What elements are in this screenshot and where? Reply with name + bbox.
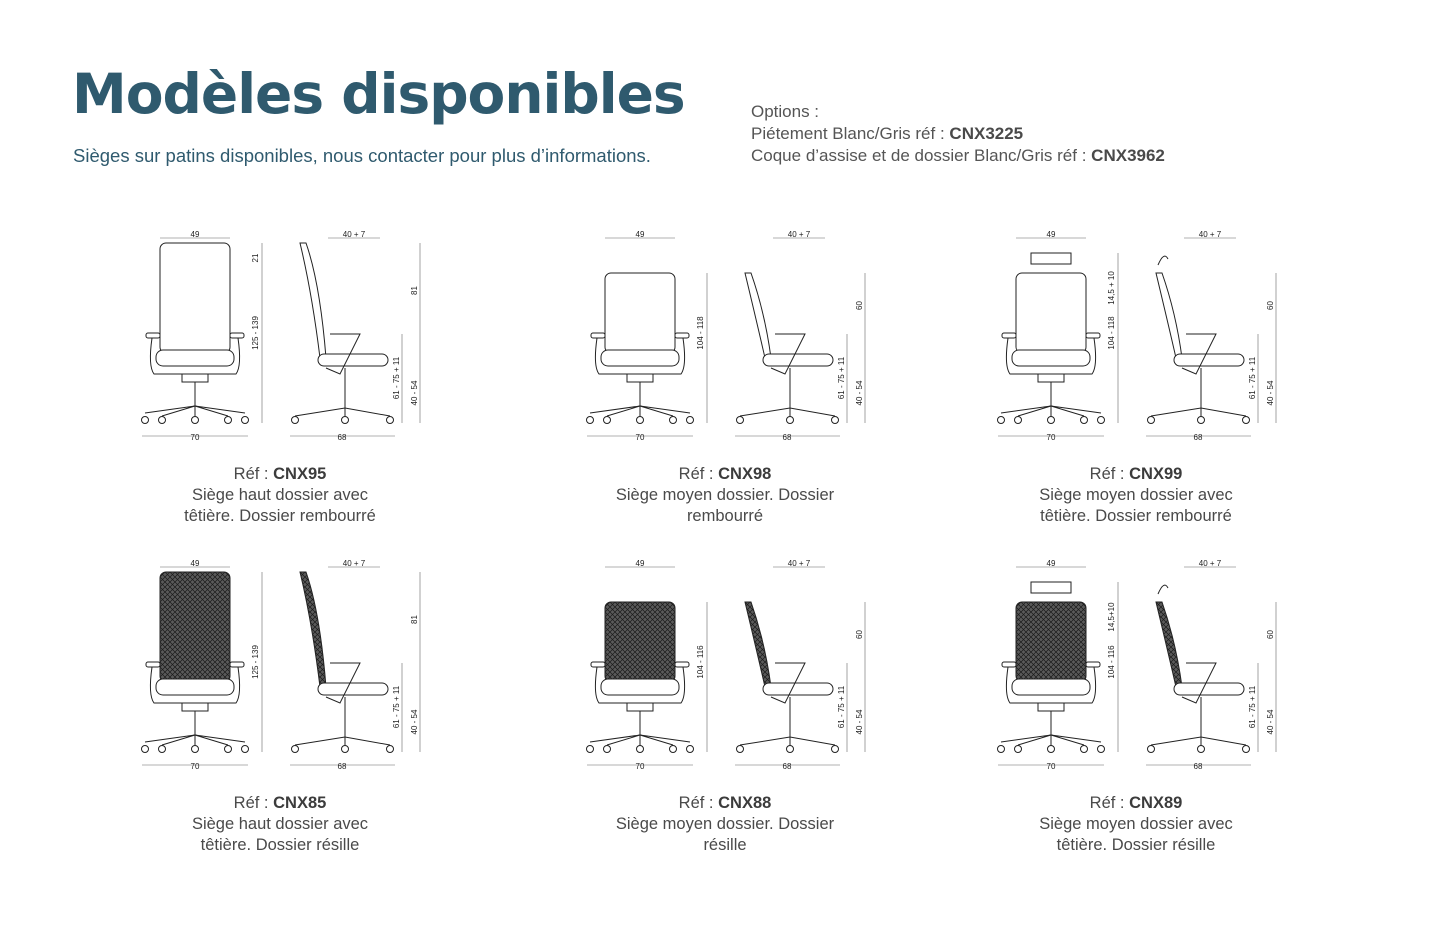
model-caption <box>946 793 1326 856</box>
armrest-pad-right <box>1086 662 1100 667</box>
caster-4 <box>242 417 249 424</box>
caster-0 <box>998 417 1005 424</box>
model-ref-line <box>535 464 915 485</box>
side-caster-1 <box>787 417 794 424</box>
caster-3 <box>1081 417 1088 424</box>
model-ref-line <box>535 793 915 814</box>
armrest-pad-right <box>230 333 244 338</box>
side-backrest <box>300 243 326 358</box>
dimension-side-back: 81 <box>410 286 419 295</box>
side-caster-1 <box>787 746 794 753</box>
seat-shape <box>601 350 679 366</box>
caster-4 <box>1098 746 1105 753</box>
armrest-pad-right <box>675 662 689 667</box>
side-backrest <box>745 273 771 358</box>
dimension-side-top: 40 + 7 <box>787 230 811 239</box>
dimension-front-height: 104 - 118 <box>696 316 705 350</box>
backrest-shape <box>1016 602 1086 682</box>
model-ref-code: CNX85 <box>273 794 327 812</box>
model-ref-code: CNX89 <box>1129 794 1183 812</box>
dimension-front-width: 49 <box>1046 230 1056 239</box>
model-ref-line <box>946 793 1326 814</box>
side-seat <box>1174 683 1244 695</box>
dimension-side-back: 81 <box>410 615 419 624</box>
side-seat <box>763 683 833 695</box>
caster-1 <box>604 746 611 753</box>
side-dimensions <box>1146 238 1276 436</box>
model-caption <box>946 464 1326 527</box>
caster-1 <box>1015 417 1022 424</box>
chair-model-cnx88 <box>535 557 915 887</box>
chair-front-view <box>998 253 1105 424</box>
model-description: Siège moyen dossier avec têtière. Dossier rembourré <box>1039 486 1233 525</box>
dimension-side-arm: 40 - 54 <box>410 380 419 406</box>
armrest-pad-right <box>230 662 244 667</box>
chair-front-view <box>998 582 1105 753</box>
side-seat <box>1174 354 1244 366</box>
mechanism-shape <box>627 703 653 711</box>
chair-technical-drawing <box>535 557 915 787</box>
caster-2 <box>1048 417 1055 424</box>
backrest-shape <box>1016 273 1086 353</box>
armrest-pad-left <box>1002 662 1016 667</box>
dimension-base-front: 70 <box>1046 433 1056 442</box>
dimension-side-seat: 61 - 75 + 11 <box>392 685 401 729</box>
side-seat <box>763 354 833 366</box>
dimension-front-height: 104 - 116 <box>1107 645 1116 679</box>
side-dimensions <box>735 238 865 436</box>
caster-0 <box>142 746 149 753</box>
caster-3 <box>1081 746 1088 753</box>
caster-2 <box>1048 746 1055 753</box>
chair-technical-drawing <box>535 228 915 458</box>
model-ref-code: CNX95 <box>273 465 327 483</box>
chair-side-view <box>292 572 394 753</box>
chair-model-cnx95 <box>90 228 470 558</box>
model-description: Siège haut dossier avec têtière. Dossier résille <box>191 815 369 854</box>
caster-4 <box>242 746 249 753</box>
caster-4 <box>687 417 694 424</box>
side-backrest <box>1156 273 1182 358</box>
side-caster-1 <box>342 417 349 424</box>
model-ref-label: Réf : <box>678 465 714 483</box>
options-base-label: Piétement Blanc/Gris réf : <box>751 124 945 143</box>
dimension-base-side: 68 <box>782 762 792 771</box>
dimension-side-back: 60 <box>1266 630 1275 639</box>
side-caster-0 <box>1148 746 1155 753</box>
model-ref-line <box>946 464 1326 485</box>
options-block <box>751 101 1165 167</box>
seat-shape <box>156 679 234 695</box>
caster-2 <box>637 746 644 753</box>
dimension-base-side: 68 <box>337 433 347 442</box>
armrest-pad-right <box>1086 333 1100 338</box>
chair-model-cnx98 <box>535 228 915 558</box>
model-caption <box>90 793 470 856</box>
dimension-side-arm: 40 - 54 <box>855 380 864 406</box>
caster-4 <box>687 746 694 753</box>
dimension-front-top: 14,5+10 <box>1107 602 1116 632</box>
dimension-side-seat: 61 - 75 + 11 <box>1248 685 1257 729</box>
side-backrest <box>300 572 326 687</box>
dimension-side-top: 40 + 7 <box>787 559 811 568</box>
mechanism-shape <box>627 374 653 382</box>
dimension-side-arm: 40 - 54 <box>410 709 419 735</box>
caster-2 <box>192 746 199 753</box>
chair-drawing <box>90 228 470 458</box>
model-caption <box>535 793 915 856</box>
caster-3 <box>225 417 232 424</box>
dimension-base-front: 70 <box>190 762 200 771</box>
chair-side-view <box>292 243 394 424</box>
dimension-front-width: 49 <box>635 230 645 239</box>
caster-2 <box>637 417 644 424</box>
armrest-pad-left <box>591 662 605 667</box>
side-caster-2 <box>832 417 839 424</box>
side-caster-1 <box>1198 417 1205 424</box>
options-heading: Options : <box>751 102 820 121</box>
chair-technical-drawing <box>90 557 470 787</box>
chair-front-view <box>587 602 694 753</box>
options-line-shell <box>751 145 1165 167</box>
side-caster-0 <box>292 417 299 424</box>
side-headrest <box>1158 256 1168 265</box>
dimension-base-front: 70 <box>190 433 200 442</box>
caster-2 <box>192 417 199 424</box>
dimension-front-height: 125 - 139 <box>251 645 260 679</box>
chair-model-cnx99 <box>946 228 1326 558</box>
side-headrest <box>1158 585 1168 594</box>
mechanism-shape <box>1038 374 1064 382</box>
armrest-pad-left <box>146 333 160 338</box>
chair-model-cnx85 <box>90 557 470 887</box>
chair-drawing <box>90 557 470 787</box>
options-base-ref: CNX3225 <box>949 124 1024 143</box>
backrest-shape <box>160 243 230 353</box>
chair-drawing <box>946 557 1326 787</box>
model-ref-label: Réf : <box>233 465 269 483</box>
dimension-side-back: 60 <box>855 301 864 310</box>
caster-0 <box>998 746 1005 753</box>
chair-model-cnx89 <box>946 557 1326 887</box>
model-ref-line <box>90 464 470 485</box>
dimension-side-seat: 61 - 75 + 11 <box>392 356 401 400</box>
side-caster-2 <box>832 746 839 753</box>
dimension-base-front: 70 <box>1046 762 1056 771</box>
dimension-front-height: 104 - 118 <box>1107 316 1116 350</box>
dimension-base-side: 68 <box>782 433 792 442</box>
side-backrest <box>745 602 771 687</box>
dimension-base-front: 70 <box>635 762 645 771</box>
model-ref-label: Réf : <box>233 794 269 812</box>
side-dimensions <box>735 567 865 765</box>
model-ref-code: CNX99 <box>1129 465 1183 483</box>
side-caster-0 <box>1148 417 1155 424</box>
caster-3 <box>225 746 232 753</box>
side-caster-0 <box>292 746 299 753</box>
backrest-shape <box>605 602 675 682</box>
side-caster-0 <box>737 417 744 424</box>
model-description: Siège haut dossier avec têtière. Dossier rembourré <box>184 486 376 525</box>
model-ref-code: CNX98 <box>718 465 772 483</box>
caster-3 <box>670 746 677 753</box>
options-shell-ref: CNX3962 <box>1091 146 1165 165</box>
armrest-pad-left <box>146 662 160 667</box>
model-ref-label: Réf : <box>1089 465 1125 483</box>
side-caster-2 <box>387 746 394 753</box>
caster-3 <box>670 417 677 424</box>
model-ref-code: CNX88 <box>718 794 772 812</box>
model-ref-line <box>90 793 470 814</box>
chair-front-view <box>142 572 249 753</box>
model-description: Siège moyen dossier avec têtière. Dossier résille <box>1039 815 1233 854</box>
page-title: Modèles disponibles <box>72 62 685 126</box>
armrest-pad-left <box>591 333 605 338</box>
dimension-side-seat: 61 - 75 + 11 <box>837 685 846 729</box>
chair-side-view <box>737 602 839 753</box>
dimension-side-back: 60 <box>855 630 864 639</box>
dimension-side-top: 40 + 7 <box>1198 559 1222 568</box>
dimension-front-top: 14,5 + 10 <box>1107 271 1116 305</box>
side-caster-0 <box>737 746 744 753</box>
mechanism-shape <box>182 374 208 382</box>
chair-front-view <box>587 273 694 424</box>
chair-technical-drawing <box>90 228 470 458</box>
armrest-pad-right <box>675 333 689 338</box>
mechanism-shape <box>182 703 208 711</box>
side-seat <box>318 683 388 695</box>
dimension-side-top: 40 + 7 <box>342 230 366 239</box>
side-dimensions <box>1146 567 1276 765</box>
dimension-side-top: 40 + 7 <box>1198 230 1222 239</box>
options-shell-label: Coque d’assise et de dossier Blanc/Gris réf : <box>751 146 1087 165</box>
model-caption <box>535 464 915 527</box>
chair-drawing <box>535 228 915 458</box>
side-caster-1 <box>1198 746 1205 753</box>
backrest-shape <box>605 273 675 353</box>
side-seat <box>318 354 388 366</box>
seat-shape <box>1012 350 1090 366</box>
caster-0 <box>142 417 149 424</box>
options-line-base <box>751 123 1165 145</box>
side-backrest <box>1156 602 1182 687</box>
dimension-front-width: 49 <box>190 559 200 568</box>
caster-1 <box>1015 746 1022 753</box>
caster-1 <box>604 417 611 424</box>
side-caster-2 <box>1243 746 1250 753</box>
dimension-base-side: 68 <box>1193 433 1203 442</box>
dimension-side-arm: 40 - 54 <box>1266 709 1275 735</box>
dimension-front-width: 49 <box>190 230 200 239</box>
armrest-pad-left <box>1002 333 1016 338</box>
chair-side-view <box>737 273 839 424</box>
chair-side-view <box>1148 585 1250 752</box>
caster-1 <box>159 746 166 753</box>
dimension-side-seat: 61 - 75 + 11 <box>837 356 846 400</box>
caster-0 <box>587 746 594 753</box>
caster-1 <box>159 417 166 424</box>
dimension-base-side: 68 <box>337 762 347 771</box>
chair-drawing <box>946 228 1326 458</box>
side-caster-1 <box>342 746 349 753</box>
headrest-shape <box>1031 253 1071 264</box>
dimension-side-back: 60 <box>1266 301 1275 310</box>
caster-0 <box>587 417 594 424</box>
mechanism-shape <box>1038 703 1064 711</box>
side-caster-2 <box>1243 417 1250 424</box>
dimension-front-height: 125 - 139 <box>251 316 260 350</box>
seat-shape <box>601 679 679 695</box>
caster-4 <box>1098 417 1105 424</box>
side-caster-2 <box>387 417 394 424</box>
page-subtitle: Sièges sur patins disponibles, nous contacter pour plus d’informations. <box>73 145 651 166</box>
dimension-front-width: 49 <box>635 559 645 568</box>
model-description: Siège moyen dossier. Dossier résille <box>615 815 835 854</box>
chair-front-view <box>142 243 249 424</box>
dimension-base-side: 68 <box>1193 762 1203 771</box>
headrest-shape <box>1031 582 1071 593</box>
dimension-side-seat: 61 - 75 + 11 <box>1248 356 1257 400</box>
backrest-shape <box>160 572 230 682</box>
chair-technical-drawing <box>946 557 1326 787</box>
model-description: Siège moyen dossier. Dossier rembourré <box>615 486 835 525</box>
dimension-side-arm: 40 - 54 <box>1266 380 1275 406</box>
dimension-side-top: 40 + 7 <box>342 559 366 568</box>
chair-drawing <box>535 557 915 787</box>
dimension-front-top: 21 <box>251 253 260 263</box>
model-ref-label: Réf : <box>1089 794 1125 812</box>
seat-shape <box>1012 679 1090 695</box>
chair-side-view <box>1148 256 1250 423</box>
dimension-side-arm: 40 - 54 <box>855 709 864 735</box>
dimension-front-width: 49 <box>1046 559 1056 568</box>
dimension-base-front: 70 <box>635 433 645 442</box>
chair-technical-drawing <box>946 228 1326 458</box>
seat-shape <box>156 350 234 366</box>
model-caption <box>90 464 470 527</box>
dimension-front-height: 104 - 116 <box>696 645 705 679</box>
model-ref-label: Réf : <box>678 794 714 812</box>
